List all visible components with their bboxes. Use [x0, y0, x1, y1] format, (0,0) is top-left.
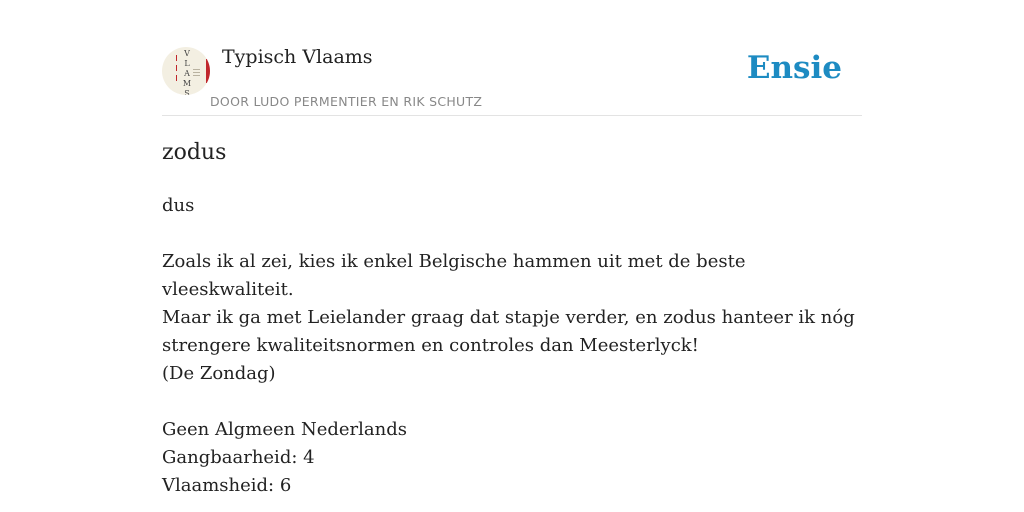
logo-letter: L [184, 59, 190, 68]
typisch-vlaams-logo[interactable] [162, 47, 210, 95]
logo-tick [176, 55, 177, 61]
example-line: Maar ik ga met Leielander graag dat stapje verder, en zodus hanteer ik nóg [162, 307, 855, 328]
logo-red-bar [206, 59, 210, 83]
site-title[interactable]: Typisch Vlaams [222, 46, 373, 68]
logo-letter: S [184, 89, 190, 95]
example-line: Zoals ik al zei, kies ik enkel Belgische hammen uit met de beste vleeskwaliteit. [162, 251, 746, 300]
logo-letter: A [184, 69, 190, 78]
logo-letters [182, 49, 192, 95]
entry-term: zodus [162, 140, 227, 165]
meta-gangbaarheid: Gangbaarheid: 4 [162, 447, 315, 468]
logo-tick [176, 65, 177, 71]
logo-letter: M [182, 79, 192, 88]
spacer [162, 388, 862, 416]
ensie-brand-link[interactable]: Ensie [746, 50, 842, 86]
meta-language: Geen Algmeen Nederlands [162, 419, 407, 440]
header [162, 40, 862, 116]
logo-letter: V [184, 49, 190, 58]
authors-byline: DOOR LUDO PERMENTIER EN RIK SCHUTZ [210, 94, 483, 109]
example-line: strengere kwaliteitsnormen en controles dan Meesterlyck! [162, 335, 699, 356]
example-source: (De Zondag) [162, 363, 276, 384]
meta-vlaamsheid: Vlaamsheid: 6 [162, 475, 292, 496]
spacer [162, 220, 862, 248]
entry-body [162, 192, 862, 500]
logo-tick [176, 75, 177, 81]
entry-definition: dus [162, 195, 195, 216]
logo-lines [193, 69, 200, 70]
